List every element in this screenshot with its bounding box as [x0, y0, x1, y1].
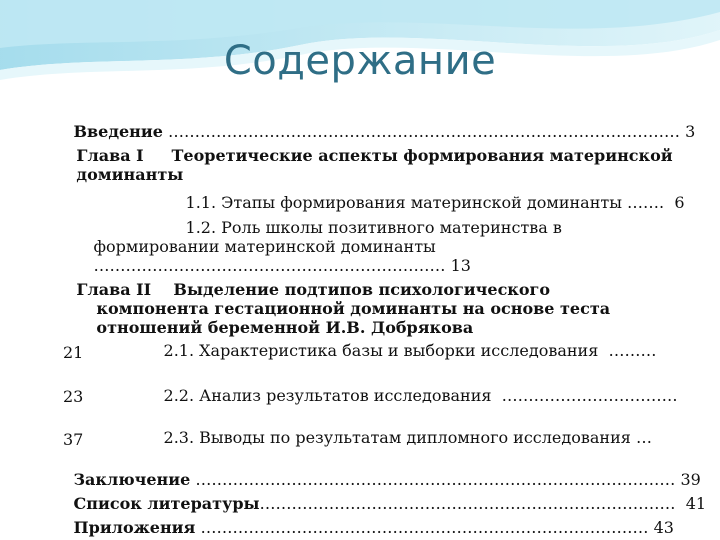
toc-page: 41	[685, 494, 707, 513]
toc-dots: ………	[608, 341, 657, 360]
toc-page-2-3: 37	[63, 430, 84, 449]
toc-page: 39	[680, 470, 701, 489]
toc-page-2-1: 21	[63, 343, 84, 362]
toc-text: 1.1. Этапы формирования материнской доминанты	[185, 193, 622, 212]
toc-text: 1.2. Роль школы позитивного материнства в	[185, 218, 562, 237]
toc-title: Выделение подтипов психологического	[173, 280, 551, 299]
toc-label: Глава I	[76, 146, 144, 165]
toc-dots: …	[635, 428, 652, 447]
page-title: Содержание	[223, 38, 497, 84]
toc-text: 2.1. Характеристика базы и выборки исследования	[163, 341, 599, 360]
toc-page: 13	[450, 256, 471, 275]
toc-dots: ……………………………………………………………………………………	[168, 122, 681, 141]
toc-dots: …………………………………………………………	[93, 256, 446, 275]
toc-label: Приложения	[73, 518, 196, 537]
toc-dots: ……………………………	[501, 386, 678, 405]
toc-page: 3	[685, 122, 696, 141]
toc-title: Теоретические аспекты формирования материнской	[171, 146, 673, 165]
toc-dots: ………………………………………………………………………………	[195, 470, 676, 489]
toc-text: формировании материнской доминанты	[93, 237, 436, 256]
toc-title: отношений беременной И.В. Добрякова	[96, 318, 474, 337]
toc-page: 6	[674, 193, 685, 212]
toc-label: Заключение	[73, 470, 191, 489]
toc-entry-appendix	[43, 499, 674, 540]
toc-title: компонента гестационной доминанты на основе теста	[96, 299, 611, 318]
toc-label: Глава II	[76, 280, 152, 299]
toc-text: 2.3. Выводы по результатам дипломного исследования	[163, 428, 631, 447]
toc-dots: …….	[627, 193, 665, 212]
toc-label: Введение	[73, 122, 163, 141]
toc-dots: …………………………………………………………………………	[200, 518, 649, 537]
toc-page-2-2: 23	[63, 387, 84, 406]
toc-dots: ……………………………………………………………………	[259, 494, 676, 513]
toc-text: 2.2. Анализ результатов исследования	[163, 386, 492, 405]
toc-title: доминанты	[76, 165, 184, 184]
toc-label: Список литературы	[73, 494, 260, 513]
toc-page: 43	[653, 518, 674, 537]
